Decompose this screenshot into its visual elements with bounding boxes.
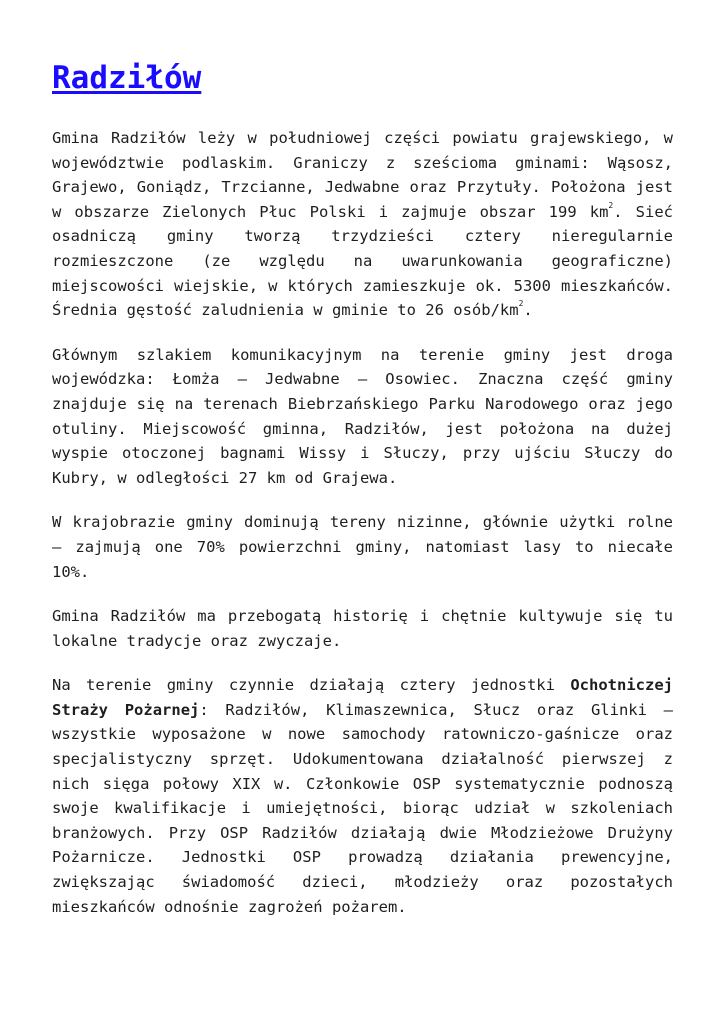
fire-brigade-bold-name: Ochotniczej Straży Pożarnej: [52, 676, 673, 719]
superscript-squared-2: 2: [518, 299, 524, 309]
paragraph-fire-brigade-text-1: Na terenie gminy czynnie działają cztery jednostki: [52, 676, 571, 695]
paragraph-intro-text-3: .: [523, 301, 533, 320]
article: [52, 56, 673, 939]
paragraph-intro-text-1: Gmina Radziłów leży w południowej części powiatu grajewskiego, w województwie podlaskim. Graniczy z sześcioma gminami: Wąsosz, Grajewo, Goniądz, Trzcianne, Jedwabne oraz Przytuły. Położona jest w obszarze Zielonych Płuc Polski i zajmuje obszar 199 km: [52, 129, 673, 221]
paragraph-fire-brigade-text-2: : Radziłów, Klimaszewnica, Słucz oraz Glinki – wszystkie wyposażone w nowe samochody ratowniczo-gaśnicze oraz specjalistyczny sprzęt. Udokumentowana działalność pierwszej z nich sięga połowy XIX w. Członkowie OSP systematycznie podnoszą swoje kwalifikacje i umiejętności, biorąc udział w szkoleniach branżowych. Przy OSP Radziłów działają dwie Młodzieżowe Drużyny Pożarnicze. Jednostki OSP prowadzą działania prewencyjne, zwiększając świadomość dzieci, młodzieży oraz pozostałych mieszkańców odnośnie zagrożeń pożarem.: [52, 700, 673, 916]
paragraph-intro-text-2: . Sieć osadniczą gminy tworzą trzydzieści cztery nieregularnie rozmieszczone (ze względu na uwarunkowania geograficzne) miejscowości wiejskie, w których zamieszkuje ok. 5300 mieszkańców. Średnia gęstość zaludnienia w gminie to 26 osób/km: [52, 202, 673, 320]
paragraph-history: Gmina Radziłów ma przebogatą historię i chętnie kultywuje się tu lokalne tradycje oraz zwyczaje.: [52, 607, 673, 650]
paragraph-fire-brigade: [52, 673, 673, 919]
superscript-squared: 2: [608, 200, 614, 210]
paragraph-landscape: W krajobrazie gminy dominują tereny nizinne, głównie użytki rolne – zajmują one 70% powierzchni gminy, natomiast lasy to niecałe 10%.: [52, 513, 673, 581]
paragraph-transport: Głównym szlakiem komunikacyjnym na terenie gminy jest droga wojewódzka: Łomża – Jedwabne – Osowiec. Znaczna część gminy znajduje się na terenach Biebrzańskiego Parku Narodowego oraz jego otuliny. Miejscowość gminna, Radziłów, jest położona na dużej wyspie otoczonej bagnami Wissy i Słuczy, przy ujściu Słuczy do Kubry, w odległości 27 km od Grajewa.: [52, 345, 673, 487]
article-title-link[interactable]: Radziłów: [52, 60, 202, 96]
paragraph-intro: [52, 126, 673, 323]
